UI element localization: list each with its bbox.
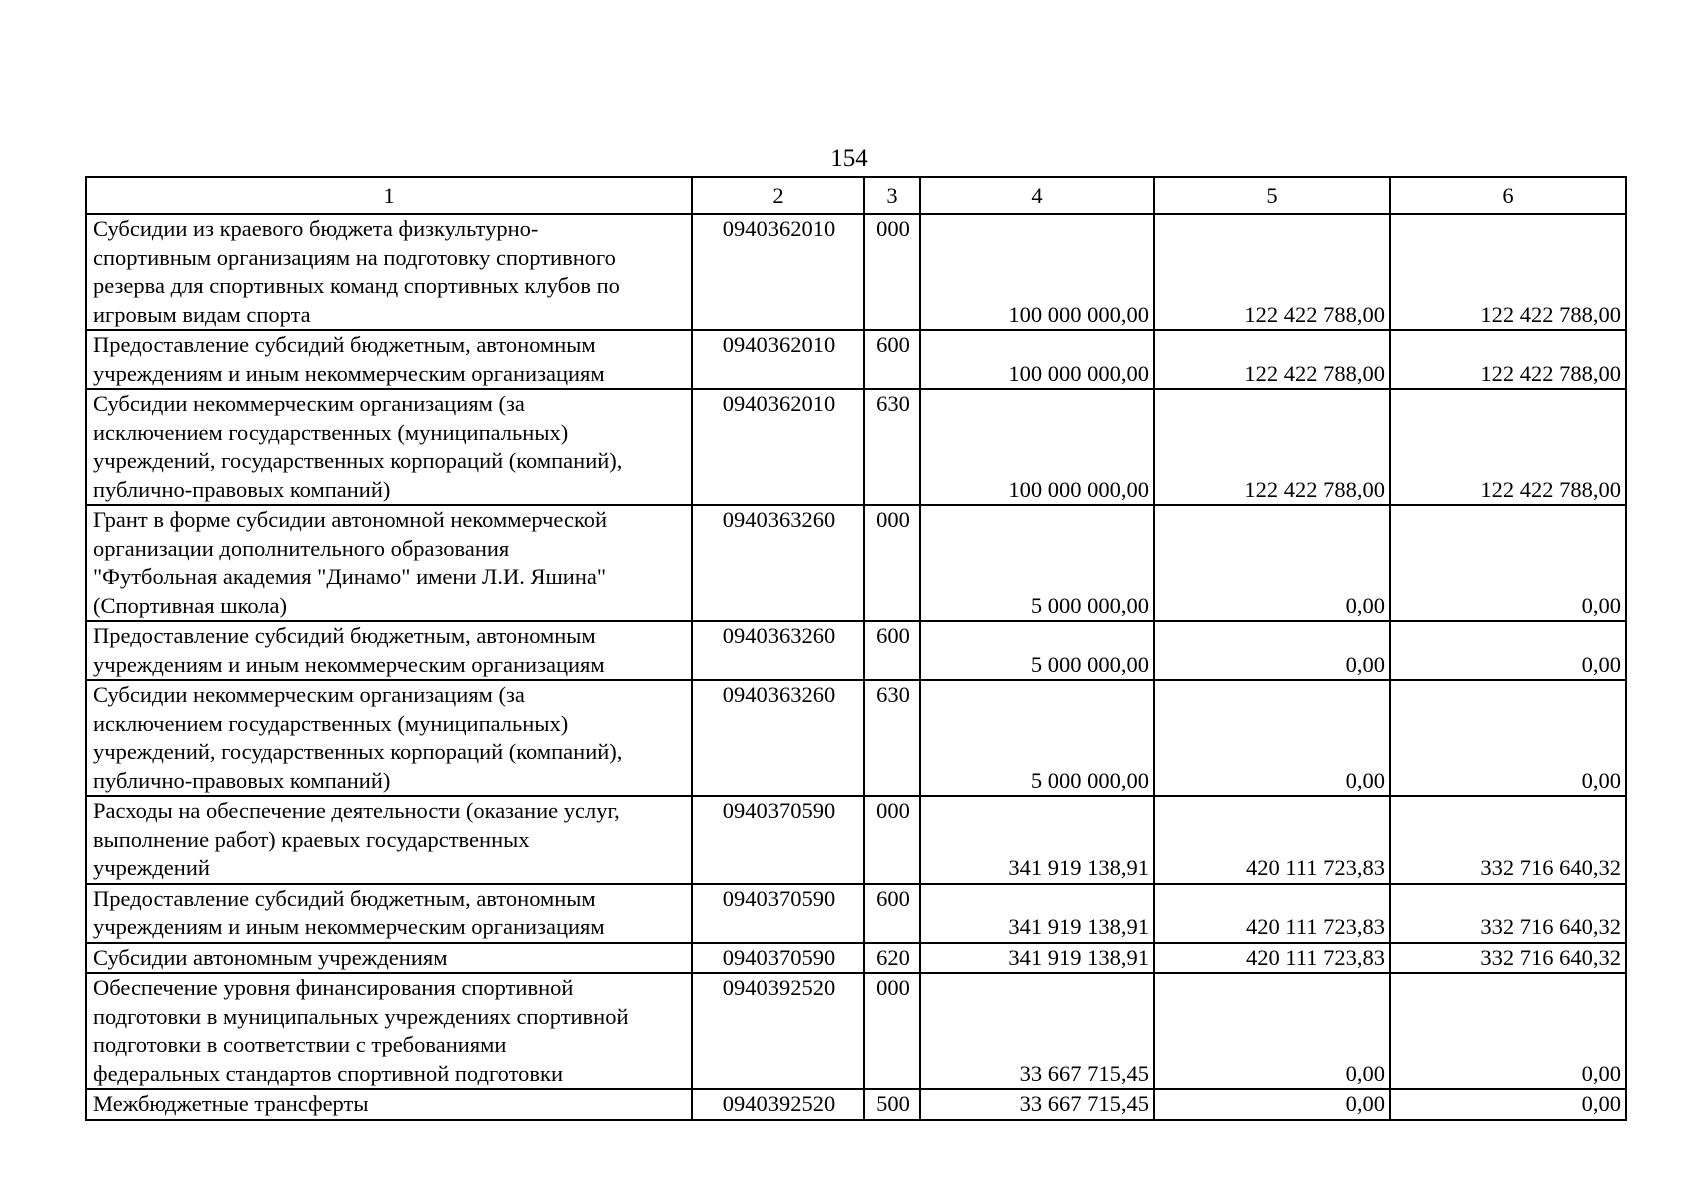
row-type: 630 (864, 389, 920, 505)
budget-table (85, 176, 1627, 1121)
row-code: 0940362010 (692, 214, 864, 330)
row-type: 000 (864, 796, 920, 884)
row-code: 0940370590 (692, 796, 864, 884)
row-name: Субсидии автономным учреждениям (86, 943, 692, 974)
row-type: 000 (864, 505, 920, 621)
row-code: 0940362010 (692, 330, 864, 389)
row-value-6: 0,00 (1390, 1089, 1626, 1120)
row-name: Субсидии из краевого бюджета физкультурно- спортивным организациям на подготовку спортивного резерва для спортивных команд спортивных клубов по игровым видам спорта (86, 214, 692, 330)
column-header: 4 (920, 177, 1154, 214)
row-value-6: 122 422 788,00 (1390, 214, 1626, 330)
column-header: 3 (864, 177, 920, 214)
row-code: 0940392520 (692, 1089, 864, 1120)
row-value-6: 332 716 640,32 (1390, 884, 1626, 943)
header-row (86, 177, 1626, 214)
row-value-5: 0,00 (1154, 621, 1390, 680)
row-type: 600 (864, 330, 920, 389)
row-value-6: 122 422 788,00 (1390, 389, 1626, 505)
row-value-5: 0,00 (1154, 1089, 1390, 1120)
row-value-6: 332 716 640,32 (1390, 796, 1626, 884)
row-name: Межбюджетные трансферты (86, 1089, 692, 1120)
row-value-6: 0,00 (1390, 505, 1626, 621)
row-value-4: 100 000 000,00 (920, 389, 1154, 505)
row-value-6: 0,00 (1390, 621, 1626, 680)
row-value-5: 420 111 723,83 (1154, 884, 1390, 943)
row-value-6: 122 422 788,00 (1390, 330, 1626, 389)
row-code: 0940363260 (692, 621, 864, 680)
row-name: Субсидии некоммерческим организациям (за исключением государственных (муниципальных) учреждений, государственных корпораций (компаний), публично-правовых компаний) (86, 680, 692, 796)
row-value-5: 420 111 723,83 (1154, 943, 1390, 974)
table-row (86, 680, 1626, 796)
row-value-5: 122 422 788,00 (1154, 330, 1390, 389)
table-row (86, 621, 1626, 680)
row-value-6: 0,00 (1390, 680, 1626, 796)
row-code: 0940363260 (692, 505, 864, 621)
row-value-6: 0,00 (1390, 973, 1626, 1089)
row-value-5: 0,00 (1154, 680, 1390, 796)
row-name: Расходы на обеспечение деятельности (оказание услуг, выполнение работ) краевых государственных учреждений (86, 796, 692, 884)
row-type: 600 (864, 621, 920, 680)
table-row (86, 943, 1626, 974)
table-row (86, 973, 1626, 1089)
row-value-4: 5 000 000,00 (920, 505, 1154, 621)
column-header: 5 (1154, 177, 1390, 214)
row-code: 0940370590 (692, 884, 864, 943)
page-number: 154 (830, 145, 868, 172)
row-value-5: 122 422 788,00 (1154, 214, 1390, 330)
table-row (86, 330, 1626, 389)
row-value-5: 420 111 723,83 (1154, 796, 1390, 884)
table-row (86, 796, 1626, 884)
row-value-4: 33 667 715,45 (920, 973, 1154, 1089)
row-value-4: 33 667 715,45 (920, 1089, 1154, 1120)
table-header (86, 177, 1626, 214)
row-name: Обеспечение уровня финансирования спортивной подготовки в муниципальных учреждениях спортивной подготовки в соответствии с требованиями федеральных стандартов спортивной подготовки (86, 973, 692, 1089)
column-header: 2 (692, 177, 864, 214)
row-name: Предоставление субсидий бюджетным, автономным учреждениям и иным некоммерческим организациям (86, 884, 692, 943)
table-row (86, 1089, 1626, 1120)
row-name: Грант в форме субсидии автономной некоммерческой организации дополнительного образования "Футбольная академия "Динамо" имени Л.И. Яшина" (Спортивная школа) (86, 505, 692, 621)
row-value-4: 5 000 000,00 (920, 621, 1154, 680)
row-value-4: 341 919 138,91 (920, 943, 1154, 974)
row-code: 0940370590 (692, 943, 864, 974)
row-value-4: 100 000 000,00 (920, 330, 1154, 389)
row-name: Предоставление субсидий бюджетным, автономным учреждениям и иным некоммерческим организациям (86, 330, 692, 389)
row-type: 620 (864, 943, 920, 974)
table-row (86, 214, 1626, 330)
table-row (86, 505, 1626, 621)
row-name: Субсидии некоммерческим организациям (за исключением государственных (муниципальных) учреждений, государственных корпораций (компаний), публично-правовых компаний) (86, 389, 692, 505)
row-name: Предоставление субсидий бюджетным, автономным учреждениям и иным некоммерческим организациям (86, 621, 692, 680)
row-code: 0940362010 (692, 389, 864, 505)
column-header: 6 (1390, 177, 1626, 214)
row-value-5: 122 422 788,00 (1154, 389, 1390, 505)
column-header: 1 (86, 177, 692, 214)
row-code: 0940392520 (692, 973, 864, 1089)
row-type: 600 (864, 884, 920, 943)
row-code: 0940363260 (692, 680, 864, 796)
row-value-4: 341 919 138,91 (920, 884, 1154, 943)
row-type: 500 (864, 1089, 920, 1120)
row-type: 000 (864, 973, 920, 1089)
row-value-5: 0,00 (1154, 973, 1390, 1089)
row-value-4: 100 000 000,00 (920, 214, 1154, 330)
row-value-4: 5 000 000,00 (920, 680, 1154, 796)
row-value-4: 341 919 138,91 (920, 796, 1154, 884)
row-type: 630 (864, 680, 920, 796)
table-row (86, 389, 1626, 505)
row-value-6: 332 716 640,32 (1390, 943, 1626, 974)
table-row (86, 884, 1626, 943)
row-value-5: 0,00 (1154, 505, 1390, 621)
table-body (86, 214, 1626, 1120)
row-type: 000 (864, 214, 920, 330)
